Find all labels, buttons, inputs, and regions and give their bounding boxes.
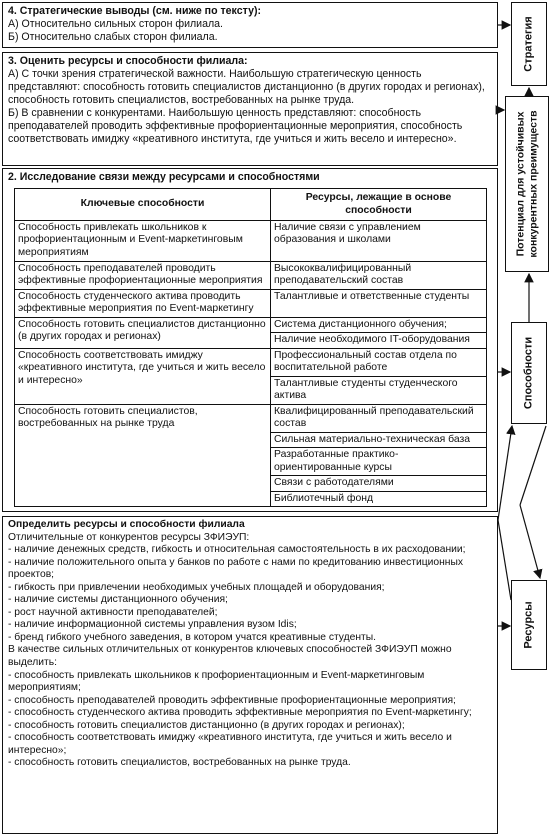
capability-cell: Способность готовить специалистов, востребованных на рынке труда [15,404,271,506]
resource-cell: Библиотечный фонд [271,491,487,506]
define-resources-line: - гибкость при привлечении необходимых учебных площадей и оборудования; [8,581,385,593]
column-header-resources: Ресурсы, лежащие в основе способности [271,189,487,221]
strategic-conclusions-line: Б) Относительно слабых сторон филиала. [8,30,218,43]
arrow-capabilities-to-resources-lower [520,505,540,578]
evaluate-resources-line: Б) В сравнении с конкурентами. Наибольшую ценность представляют: способность преподавателей проводить эффективные профориентационные мероприятия, способность соответствовать имиджу «креативного института, где учиться и жить весело и интересно». [8,106,463,145]
arrow-resources-to-capabilities [498,520,511,600]
define-resources-line: - способность привлекать школьников к профориентационным и Event-маркетинговым мероприятиям; [8,669,425,694]
evaluate-resources-title: 3. Оценить ресурсы и способности филиала: [8,55,248,67]
resource-cell: Наличие связи с управлением образования и школами [271,221,487,262]
define-resources-line: - способность готовить специалистов дистанционно (в других городах и регионах); [8,719,405,731]
capability-cell: Способность преподавателей проводить эффективные профориентационные мероприятия [15,262,271,290]
capability-cell: Способность соответствовать имиджу «креативного института, где учиться и жить весело и интересно» [15,348,271,404]
resources-label: Ресурсы [522,601,535,649]
column-header-capabilities: Ключевые способности [15,189,271,221]
resource-cell: Наличие необходимого IT-оборудования [271,333,487,348]
resource-cell: Разработанные практико-ориентированные курсы [271,448,487,476]
resource-cell: Связи с работодателями [271,476,487,491]
strategy-label: Стратегия [522,16,535,72]
strategic-conclusions-title: 4. Стратегические выводы (см. ниже по тексту): [8,5,262,17]
define-resources-line: - наличие денежных средств, гибкость и относительная самостоятельность в их расходовании; [8,544,466,556]
define-resources-line: - бренд гибкого учебного заведения, в котором учатся креативные студенты. [8,631,377,643]
resource-cell: Талантливые студенты студенческого актива [271,376,487,404]
define-resources-line: - способность соответствовать имиджу «креативного института, где учиться и жить весело и интересно»; [8,732,452,756]
define-resources-line: - способность студенческого актива проводить эффективные мероприятия по Event-маркетингу; [8,707,472,719]
resource-cell: Профессиональный состав отдела по воспитательной работе [271,348,487,376]
define-resources-line: - рост научной активности преподавателей; [8,606,218,618]
define-resources-line: - способность преподавателей проводить эффективные профориентационные мероприятия; [8,694,456,706]
arrow-resources-to-capabilities-upper [498,426,512,520]
arrow-capabilities-to-resources [520,426,546,505]
define-resources-line: - способность готовить специалистов, востребованных на рынке труда. [8,757,351,769]
resource-cell: Талантливые и ответственные студенты [271,289,487,317]
capabilities-label: Способности [522,336,535,410]
resource-cell: Система дистанционного обучения; [271,317,487,332]
resource-cell: Сильная материально-техническая база [271,432,487,447]
capability-cell: Способность привлекать школьников к профориентационным и Event-маркетинговым мероприятиям [15,221,271,262]
define-resources-line: - наличие положительного опыта у банков по работе с нами по кредитованию инвестиционных проектов; [8,556,463,581]
resource-cell: Квалифицированный преподавательский состав [271,404,487,432]
evaluate-resources-line: А) С точки зрения стратегической важности. Наибольшую стратегическую ценность представляют: способность готовить специалистов дистанционно (в других городах и регионах), способность готовить специалистов, востребованных на рынке труда. [8,67,485,106]
define-resources-title: Определить ресурсы и способности филиала [8,519,245,530]
define-resources-line: - наличие системы дистанционного обучения; [8,594,228,606]
define-resources-line: Отличительные от конкурентов ресурсы ЗФИЭУП: [8,531,250,543]
resource-cell: Высококвалифицированный преподавательский состав [271,262,487,290]
strategic-conclusions-line: А) Относительно сильных сторон филиала. [8,17,224,30]
define-resources-line: В качестве сильных отличительных от конкурентов ключевых способностей ЗФИЭУП можно выделить: [8,644,452,669]
relationship-study-title: 2. Исследование связи между ресурсами и способностями [8,171,320,183]
capability-cell: Способность готовить специалистов дистанционно (в других городах и регионах) [15,317,271,348]
potential-label: Потенциал для устойчивых конкурентных преимуществ [514,110,539,258]
capability-cell: Способность студенческого актива проводить эффективные мероприятия по Event-маркетингу [15,289,271,317]
define-resources-line: - наличие информационной системы управления вузом Idis; [8,619,297,631]
